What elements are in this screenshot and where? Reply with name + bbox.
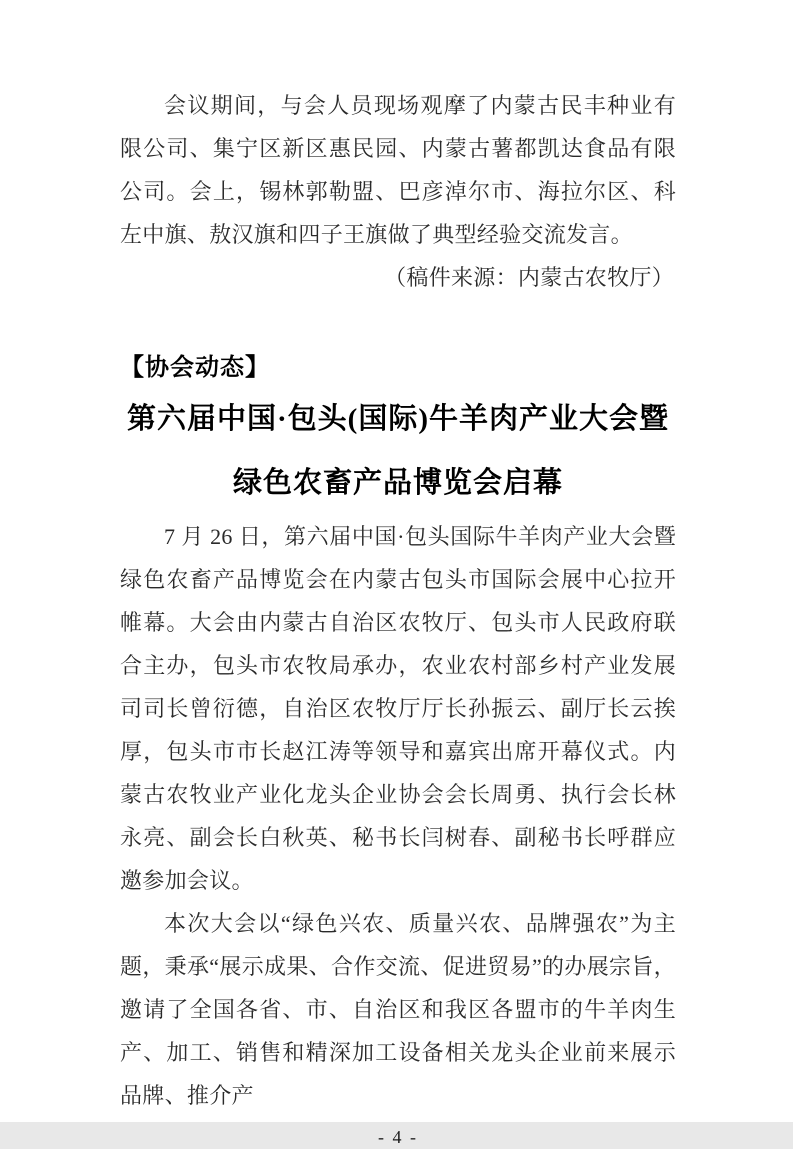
page-number: - 4 - <box>378 1127 418 1147</box>
paragraph-opening-ceremony: 7 月 26 日，第六届中国·包头国际牛羊肉产业大会暨绿色农畜产品博览会在内蒙古包头市国际会展中心拉开帷幕。大会由内蒙古自治区农牧厅、包头市人民政府联合主办，包头市农牧局承办，农业农村部乡村产业发展司司长曾衍德，自治区农牧厅厅长孙振云、副厅长云挨厚，包头市市长赵江涛等领导和嘉宾出席开幕仪式。内蒙古农牧业产业化龙头企业协会会长周勇、执行会长林永亮、副会长白秋英、秘书长闫树春、副秘书长呼群应邀参加会议。 <box>120 524 676 893</box>
paragraph-expo-theme: 本次大会以“绿色兴农、质量兴农、品牌强农”为主题，秉承“展示成果、合作交流、促进贸易”的办展宗旨，邀请了全国各省、市、自治区和我区各盟市的牛羊肉生产、加工、销售和精深加工设备相关龙头企业前来展示品牌、推介产 <box>120 911 676 1108</box>
article-title-line-1: 第六届中国·包头(国际)牛羊肉产业大会暨 <box>127 403 669 435</box>
article-title <box>120 387 676 515</box>
paragraph-meeting-observation: 会议期间，与会人员现场观摩了内蒙古民丰种业有限公司、集宁区新区惠民园、内蒙古薯都凯达食品有限公司。会上，锡林郭勒盟、巴彦淖尔市、海拉尔区、科左中旗、敖汉旗和四子王旗做了典型经验交流发言。 <box>120 93 676 247</box>
article-title-line-2: 绿色农畜产品博览会启幕 <box>232 467 563 499</box>
source-attribution: （稿件来源：内蒙古农牧厅） <box>384 265 674 290</box>
section-header: 【协会动态】 <box>120 353 270 381</box>
